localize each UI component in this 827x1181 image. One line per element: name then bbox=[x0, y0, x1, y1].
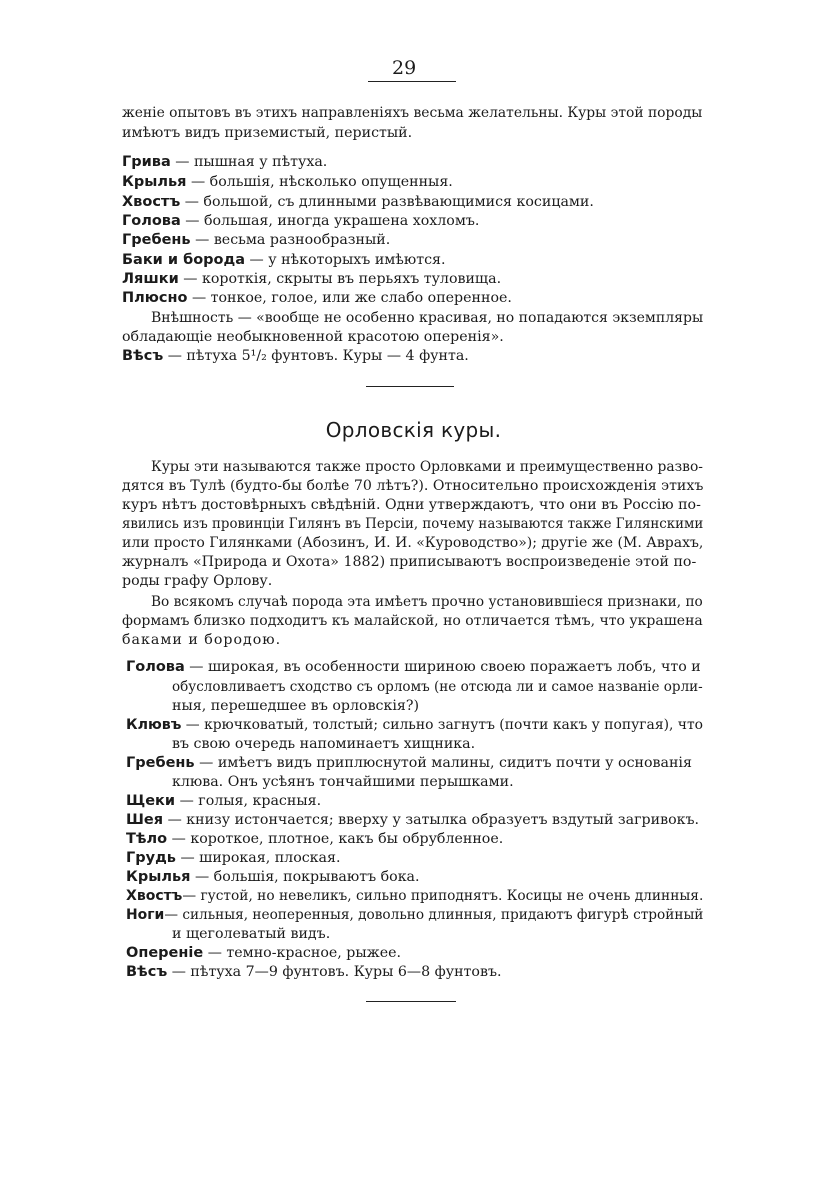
entry-thighs bbox=[122, 269, 501, 289]
entry-term: Гребень bbox=[126, 755, 195, 771]
entry-term: Ноги bbox=[126, 907, 165, 923]
entry-term: Голова bbox=[126, 659, 185, 675]
entry-term: Ляшки bbox=[122, 271, 179, 287]
entry-desc: — густой, но невеликъ, сильно приподнятъ. Косицы не очень длинныя. bbox=[182, 888, 704, 904]
appearance-line-1: Внѣшность — «вообще не особенно красивая, но попадаются экземпляры bbox=[151, 310, 704, 326]
entry-desc: — большая, иногда украшена хохломъ. bbox=[180, 213, 480, 229]
entry-mane bbox=[122, 152, 327, 172]
entry-desc: — пѣтуха 7—9 фунтовъ. Куры 6—8 фунтовъ. bbox=[171, 964, 502, 980]
entry-desc: — весьма разнообразный. bbox=[190, 232, 391, 248]
entry-comb-2-cont-1: клюва. Онъ усѣянъ тончайшими перышками. bbox=[172, 774, 514, 790]
entry-legs-cont-1: и щеголеватый видъ. bbox=[172, 926, 331, 942]
entry-term: Тѣло bbox=[126, 831, 168, 847]
entry-term: Грива bbox=[122, 154, 171, 170]
entry-term: Опереніе bbox=[126, 945, 204, 961]
entry-weight-1 bbox=[122, 346, 469, 366]
entry-desc: — большой, съ длинными развѣвающимися косицами. bbox=[180, 194, 594, 210]
entry-beak bbox=[126, 715, 703, 735]
entry-term: Крылья bbox=[126, 869, 191, 885]
entry-desc: — пышная у пѣтуха. bbox=[170, 154, 328, 170]
para1-line-3: куръ нѣтъ достовѣрныхъ свѣдѣній. Одни утверждаютъ, что они въ Россію по- bbox=[122, 497, 701, 513]
entry-cheeks bbox=[126, 791, 321, 811]
para2-line-1: Во всякомъ случаѣ порода эта имѣетъ прочно установившіеся признаки, по bbox=[151, 594, 703, 610]
entry-desc: — сильныя, неоперенныя, довольно длинныя, придаютъ фигурѣ стройный bbox=[164, 907, 704, 923]
entry-body bbox=[126, 829, 503, 849]
entry-beard bbox=[122, 250, 445, 270]
entry-desc: — темно-красное, рыжее. bbox=[207, 945, 401, 961]
entry-plumage bbox=[126, 943, 401, 963]
entry-tail-2 bbox=[126, 886, 703, 906]
entry-desc: — имѣетъ видъ приплюснутой малины, сидитъ почти у основанія bbox=[199, 755, 692, 771]
entry-desc: — у нѣкоторыхъ имѣются. bbox=[245, 252, 446, 268]
entry-desc: — широкая, въ особенности шириною своею поражаетъ лобъ, что и bbox=[189, 659, 701, 675]
para1-line-7: роды графу Орлову. bbox=[122, 573, 273, 589]
entry-shanks bbox=[122, 288, 512, 308]
entry-neck bbox=[126, 810, 699, 830]
page-number-rule bbox=[368, 81, 456, 82]
entry-term: Голова bbox=[122, 213, 181, 229]
bottom-divider bbox=[366, 1001, 456, 1002]
para1-line-6: журналъ «Природа и Охота» 1882) приписываютъ воспроизведеніе этой по- bbox=[122, 554, 697, 570]
para2-line-3: баками и бородою. bbox=[122, 632, 282, 648]
entry-head-2-cont-1: обусловливаетъ сходство съ орломъ (не отсюда ли и самое названіе орли- bbox=[172, 679, 703, 695]
entry-head-2-cont-2: ныя, перешедшее въ орловскія?) bbox=[172, 698, 419, 714]
para1-line-2: дятся въ Тулѣ (будто-бы болѣе 70 лѣтъ?). Относительно происхожденія этихъ bbox=[122, 478, 704, 494]
entry-desc: — тонкое, голое, или же слабо оперенное. bbox=[187, 290, 512, 306]
entry-desc: — пѣтуха 5¹/₂ фунтовъ. Куры — 4 фунта. bbox=[163, 348, 469, 364]
appearance-line-2: обладающіе необыкновенной красотою оперенія». bbox=[122, 329, 504, 345]
page-number: 29 bbox=[392, 57, 417, 79]
entry-wings bbox=[122, 172, 453, 192]
entry-breast bbox=[126, 848, 340, 868]
entry-desc: — крючковатый, толстый; сильно загнутъ (почти какъ у попугая), что bbox=[185, 717, 704, 733]
entry-term: Вѣсъ bbox=[126, 964, 168, 980]
entry-wings-2 bbox=[126, 867, 420, 887]
entry-beak-cont-1: въ свою очередь напоминаетъ хищника. bbox=[172, 736, 476, 752]
entry-term: Плюсно bbox=[122, 290, 188, 306]
para1-line-4: явились изъ провинціи Гилянъ въ Персіи, почему называются также Гилянскими bbox=[122, 516, 704, 532]
entry-term: Баки и борода bbox=[122, 252, 246, 268]
entry-term: Хвостъ bbox=[122, 194, 181, 210]
entry-term: Шея bbox=[126, 812, 164, 828]
para2-line-2: формамъ близко подходитъ къ малайской, но отличается тѣмъ, что украшена bbox=[122, 613, 703, 629]
entry-desc: — голыя, красныя. bbox=[179, 793, 322, 809]
entry-desc: — широкая, плоская. bbox=[180, 850, 341, 866]
entry-term: Клювъ bbox=[126, 717, 182, 733]
para1-line-1: Куры эти называются также просто Орловками и преимущественно разво- bbox=[151, 459, 703, 475]
entry-desc: — короткія, скрыты въ перьяхъ туловища. bbox=[178, 271, 502, 287]
entry-head-2 bbox=[126, 657, 701, 677]
entry-desc: — большія, нѣсколько опущенныя. bbox=[186, 174, 453, 190]
entry-tail bbox=[122, 192, 594, 212]
entry-term: Грудь bbox=[126, 850, 176, 866]
entry-term: Крылья bbox=[122, 174, 187, 190]
entry-weight-2 bbox=[126, 962, 501, 982]
entry-term: Вѣсъ bbox=[122, 348, 164, 364]
intro-line-2: имѣютъ видъ приземистый, перистый. bbox=[122, 125, 413, 141]
section-divider bbox=[366, 386, 454, 387]
entry-desc: — короткое, плотное, какъ бы обрубленное. bbox=[171, 831, 504, 847]
entry-head bbox=[122, 211, 479, 231]
entry-comb bbox=[122, 230, 390, 250]
entry-desc: — книзу истончается; вверху у затылка образуетъ вздутый загривокъ. bbox=[167, 812, 700, 828]
entry-legs bbox=[126, 905, 703, 925]
intro-line-1: женіе опытовъ въ этихъ направленіяхъ весьма желательны. Куры этой породы bbox=[122, 105, 703, 121]
entry-term: Щеки bbox=[126, 793, 176, 809]
entry-desc: — большія, покрываютъ бока. bbox=[194, 869, 420, 885]
entry-term: Хвостъ bbox=[126, 888, 183, 904]
entry-term: Гребень bbox=[122, 232, 191, 248]
section-title: Орловскія куры. bbox=[325, 418, 502, 442]
para1-line-5: или просто Гилянками (Абозинъ, И. И. «Куроводство»); другіе же (М. Аврахъ, bbox=[122, 535, 704, 551]
entry-comb-2 bbox=[126, 753, 692, 773]
